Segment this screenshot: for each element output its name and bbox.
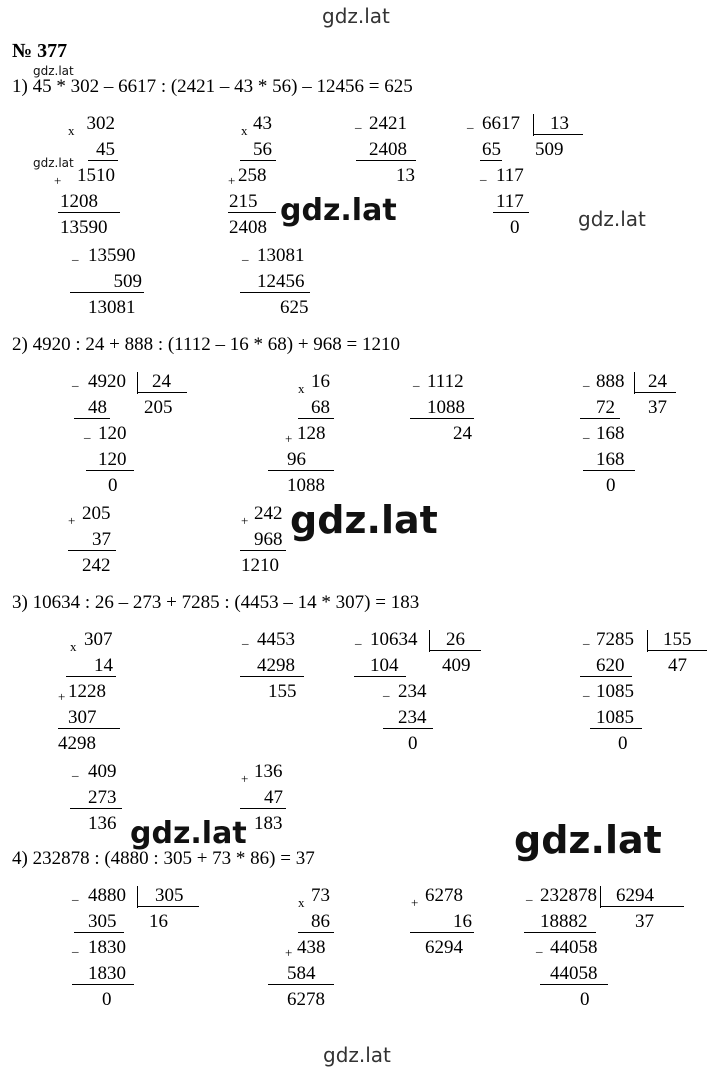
calc-number: 1830 [88,963,126,984]
calc-number: 2408 [369,139,407,160]
watermark: gdz.lat [33,64,74,78]
calc-number: 13 [396,165,415,186]
calc-number: 509 [535,139,564,160]
plus-sign: + [54,173,62,188]
calc-number: 48 [88,397,107,418]
underline [58,728,120,729]
calc-number: 1208 [60,191,98,212]
underline [524,932,596,933]
minus-sign: _ [583,631,590,646]
calc-number: 620 [596,655,625,676]
underline [240,676,304,677]
calc-number: 888 [596,371,625,392]
calc-number: 258 [238,165,267,186]
underline [70,808,122,809]
plus-sign: + [58,689,66,704]
minus-sign: _ [480,167,487,182]
underline [240,292,310,293]
minus-sign: _ [72,887,79,902]
plus-sign: + [285,431,293,446]
minus-sign: _ [72,939,79,954]
calc-number: 2408 [229,217,267,238]
task-4-equation: 4) 232878 : (4880 : 305 + 73 * 86) = 37 [12,848,315,869]
underline [240,160,276,161]
calc-number: 43 [253,113,272,134]
underline [58,212,120,213]
calc-number: 0 [102,989,112,1010]
calc-number: 307 [68,707,97,728]
underline [580,418,620,419]
minus-sign: _ [383,683,390,698]
multiply-sign: x [298,381,305,396]
calc-number: 7285 [596,629,634,650]
calc-number: 24 [152,371,171,392]
underline [137,392,187,393]
calc-number: 155 [268,681,297,702]
header-watermark: gdz.lat [322,4,390,28]
calc-number: 509 [113,271,142,292]
watermark: gdz.lat [290,498,438,542]
calc-number: 2421 [369,113,407,134]
minus-sign: _ [413,373,420,388]
minus-sign: _ [583,373,590,388]
calc-number: 4453 [257,629,295,650]
minus-sign: _ [355,631,362,646]
task-3-equation: 3) 10634 : 26 – 273 + 7285 : (4453 – 14 * 307) = 183 [12,592,420,613]
calc-number: 128 [297,423,326,444]
division-bar [634,372,635,394]
plus-sign: + [241,513,249,528]
calc-number: 4298 [58,733,96,754]
calc-number: 273 [88,787,117,808]
calc-number: 24 [648,371,667,392]
task-1-equation: 1) 45 * 302 – 6617 : (2421 – 43 * 56) – 12456 = 625 [12,76,413,97]
calc-number: 86 [311,911,330,932]
underline [647,650,707,651]
minus-sign: _ [242,247,249,262]
footer-watermark: gdz.lat [323,1043,391,1067]
calc-number: 183 [254,813,283,834]
calc-number: 305 [88,911,117,932]
underline [583,470,635,471]
calc-number: 4298 [257,655,295,676]
calc-number: 24 [453,423,472,444]
calc-number: 0 [108,475,118,496]
minus-sign: _ [355,115,362,130]
plus-sign: + [228,173,236,188]
calc-number: 37 [648,397,667,418]
plus-sign: + [68,513,76,528]
watermark: gdz.lat [130,816,247,851]
watermark: gdz.lat [514,818,662,862]
underline [493,212,529,213]
calc-number: 1085 [596,681,634,702]
division-bar [429,630,430,652]
underline [580,676,632,677]
division-bar [137,372,138,394]
calc-number: 968 [254,529,283,550]
calc-number: 205 [82,503,111,524]
division-bar [533,114,534,136]
division-bar [600,886,601,908]
calc-number: 13590 [88,245,136,266]
underline [74,418,110,419]
calc-number: 1085 [596,707,634,728]
underline [240,550,286,551]
calc-number: 44058 [550,963,598,984]
underline [70,292,144,293]
underline [634,392,676,393]
calc-number: 37 [92,529,111,550]
calc-number: 73 [311,885,330,906]
underline [268,984,334,985]
calc-number: 6278 [425,885,463,906]
plus-sign: + [411,895,419,910]
underline [88,160,118,161]
calc-number: 1210 [241,555,279,576]
division-bar [137,886,138,908]
calc-number: 6617 [482,113,520,134]
calc-number: 155 [663,629,692,650]
underline [268,470,334,471]
calc-number: 56 [253,139,272,160]
calc-number: 120 [98,423,127,444]
minus-sign: _ [72,763,79,778]
minus-sign: _ [467,115,474,130]
calc-number: 234 [398,707,427,728]
calc-number: 1112 [427,371,464,392]
calc-number: 4920 [88,371,126,392]
plus-sign: + [241,771,249,786]
calc-number: 205 [144,397,173,418]
calc-number: 6278 [287,989,325,1010]
underline [240,808,286,809]
underline [354,676,406,677]
calc-number: 0 [580,989,590,1010]
calc-number: 0 [510,217,520,238]
calc-number: 14 [94,655,113,676]
calc-number: 47 [668,655,687,676]
underline [137,906,199,907]
calc-number: 242 [82,555,111,576]
underline [298,418,334,419]
calc-number: 16 [149,911,168,932]
calc-number: 120 [98,449,127,470]
calc-number: 12456 [257,271,305,292]
calc-number: 4880 [88,885,126,906]
calc-number: 438 [297,937,326,958]
calc-number: 68 [311,397,330,418]
underline [74,932,124,933]
calc-number: 18882 [540,911,588,932]
calc-number: 16 [453,911,472,932]
underline [429,650,481,651]
calc-number: 625 [280,297,309,318]
underline [356,160,416,161]
calc-number: 234 [398,681,427,702]
underline [228,212,276,213]
calc-number: 1830 [88,937,126,958]
page-title: № 377 [12,40,68,62]
calc-number: 65 [482,139,501,160]
calc-number: 584 [287,963,316,984]
calc-number: 117 [496,165,524,186]
calc-number: 44058 [550,937,598,958]
underline [72,984,134,985]
calc-number: 26 [446,629,465,650]
calc-number: 117 [496,191,524,212]
minus-sign: _ [84,425,91,440]
calc-number: 45 [96,139,115,160]
calc-number: 409 [88,761,117,782]
minus-sign: _ [536,939,543,954]
watermark: gdz.lat [578,207,646,231]
calc-number: 13590 [60,217,108,238]
calc-number: 232878 [540,885,597,906]
multiply-sign: x [298,895,305,910]
calc-number: 0 [408,733,418,754]
calc-number: 0 [606,475,616,496]
underline [86,470,134,471]
calc-number: 72 [596,397,615,418]
minus-sign: _ [72,247,79,262]
watermark: gdz.lat [33,156,74,170]
underline [383,728,433,729]
calc-number: 6294 [616,885,654,906]
underline [410,932,474,933]
calc-number: 1228 [68,681,106,702]
calc-number: 1510 [77,165,115,186]
minus-sign: _ [583,425,590,440]
calc-number: 13081 [257,245,305,266]
calc-number: 10634 [370,629,418,650]
calc-number: 215 [229,191,258,212]
calc-number: 168 [596,449,625,470]
minus-sign: _ [526,887,533,902]
calc-number: 37 [635,911,654,932]
minus-sign: _ [583,683,590,698]
watermark: gdz.lat [280,193,397,228]
plus-sign: + [285,945,293,960]
calc-number: 0 [618,733,628,754]
underline [600,906,684,907]
task-2-equation: 2) 4920 : 24 + 888 : (1112 – 16 * 68) + 968 = 1210 [12,334,401,355]
calc-number: 305 [155,885,184,906]
underline [540,984,608,985]
calc-number: 104 [370,655,399,676]
multiply-sign: x [70,639,77,654]
underline [480,160,502,161]
calc-number: 47 [264,787,283,808]
underline [410,418,474,419]
multiply-sign: x [241,123,248,138]
minus-sign: _ [242,631,249,646]
calc-number: 1088 [287,475,325,496]
calc-number: 13 [550,113,569,134]
underline [298,932,334,933]
calc-number: 13081 [88,297,136,318]
underline [68,550,116,551]
calc-number: 302 [86,113,115,134]
calc-number: 242 [254,503,283,524]
underline [590,728,642,729]
calc-number: 307 [84,629,113,650]
calc-number: 1088 [427,397,465,418]
division-bar [647,630,648,652]
multiply-sign: x [68,123,75,138]
calc-number: 6294 [425,937,463,958]
calc-number: 136 [88,813,117,834]
underline [533,134,583,135]
calc-number: 16 [311,371,330,392]
calc-number: 409 [442,655,471,676]
calc-number: 96 [287,449,306,470]
calc-number: 168 [596,423,625,444]
calc-number: 136 [254,761,283,782]
minus-sign: _ [72,373,79,388]
underline [66,676,116,677]
